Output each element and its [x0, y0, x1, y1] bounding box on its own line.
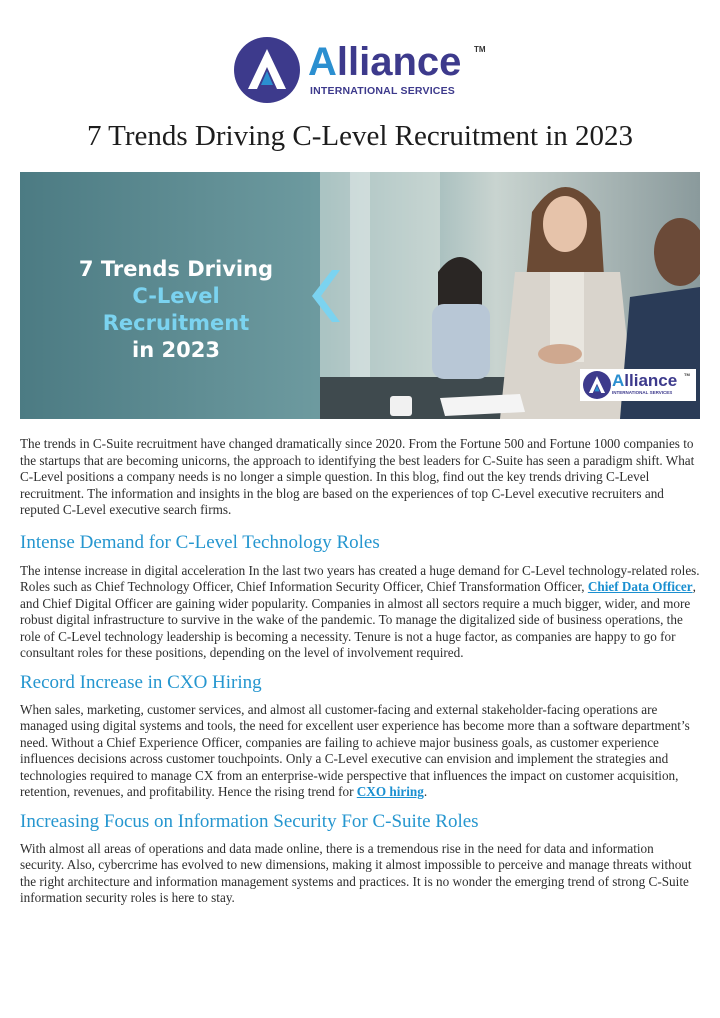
section-heading-information-security: Increasing Focus on Information Security For C-Suite Roles — [20, 810, 479, 832]
hero-logo-wordmark: Alliance — [612, 371, 678, 390]
section-paragraph-technology-roles: The intense increase in digital acceleration In the last two years has created a huge demand for C-Level technology-related roles. Roles such as Chief Technology Officer, Chief Information Security Officer, Chief Transformation Officer, Chief Data Officer, and Chief Digital Officer are gaining wider popularity. Companies in almost all sectors require a much bigger, wider, and more robust digital infrastructure to survive in the wake of the pandemic. To manage the digitalized side of business operations, the role of C-Level technology leadership is becoming a necessity. Tenure is not a huge factor, as companies are happy to go for consultant roles for these positions, depending on the level of involvement required. — [20, 562, 700, 660]
logo-wordmark: Alliance — [308, 40, 462, 84]
hero-logo-a-icon — [583, 371, 611, 399]
cxo-hiring-link[interactable]: CXO hiring — [356, 784, 424, 799]
hero-image — [20, 172, 700, 419]
logo-a-icon — [234, 37, 300, 103]
section-heading-technology-roles: Intense Demand for C-Level Technology Roles — [20, 531, 380, 553]
hero-line-1: 7 Trends Driving — [78, 257, 274, 281]
hero-logo-subtitle: INTERNATIONAL SERVICES — [612, 390, 673, 395]
intro-paragraph: The trends in C-Suite recruitment have changed dramatically since 2020. From the Fortune 500 and Fortune 1000 companies to the startups that are becoming unicorns, the approach to identifying the best leaders for C-Suite has seen a paradigm shift. What C-Level positions a company needs is no longer a simple question. In this blog, find out the key trends driving C-Level recruitment. The information and insights in the blog are based on the experiences of top C-Level executive recruiters and reputed C-Level executive search firms. — [20, 436, 695, 517]
logo-emblem — [234, 37, 300, 103]
hero-brand-logo — [580, 369, 696, 401]
section-heading-cxo-hiring: Record Increase in CXO Hiring — [20, 671, 262, 693]
hero-line-3: in 2023 — [132, 338, 220, 362]
section-paragraph-information-security: With almost all areas of operations and data made online, there is a tremendous rise in the need for data and information security. Also, cybercrime has evolved to new dimensions, making it almost impossible to perceive and manage threats without the right architecture and information management systems and practices. It is no wonder the emerging trend of strong C-Suite information security roles is here to stay. — [20, 840, 692, 905]
section-paragraph-cxo-hiring: When sales, marketing, customer services, and almost all customer-facing and external stakeholder-facing operations are managed using digital systems and tools, the need for excellent user experience has become more than a software department’s need. Without a Chief Experience Officer, companies are failing to achieve major business goals, as customer experience influences decisions across customer touchpoints. Only a C-Level executive can envision and implement the strategies and technologies required to manage CX from an enterprise-wide perspective that influences the impact on customer acquisition, retention, revenues, and profitability. Hence the rising trend for CXO hiring. — [20, 701, 690, 799]
hero-logo-trademark: TM — [684, 372, 690, 377]
hero-headline — [56, 256, 296, 364]
chief-data-officer-link[interactable]: Chief Data Officer — [587, 579, 693, 594]
brand-logo — [234, 37, 494, 109]
article-body — [20, 436, 700, 907]
logo-trademark: TM — [474, 45, 486, 54]
hero-line-2: C-Level Recruitment — [102, 284, 250, 335]
logo-subtitle: INTERNATIONAL SERVICES — [310, 85, 456, 97]
page-title: 7 Trends Driving C-Level Recruitment in 2023 — [86, 120, 634, 152]
